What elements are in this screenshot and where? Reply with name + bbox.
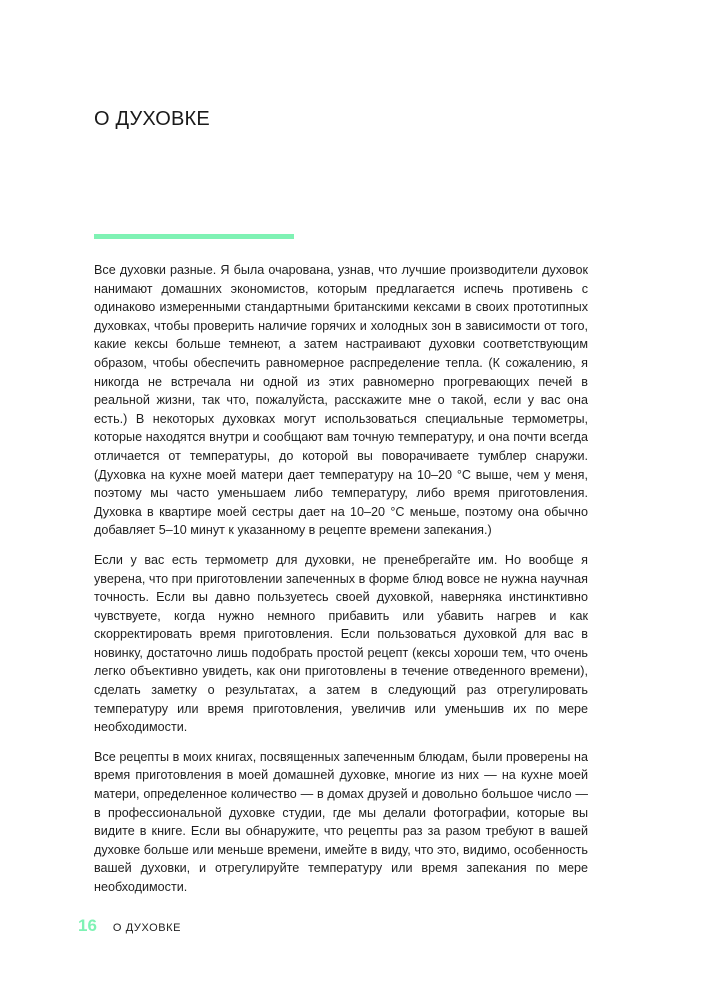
page-footer <box>78 916 181 936</box>
page-number: 16 <box>78 916 97 935</box>
running-head: О ДУХОВКЕ <box>112 922 182 934</box>
paragraph: Если у вас есть термометр для духовки, не пренебрегайте им. Но вообще я уверена, что при приготовлении запеченных в форме блюд вовсе не нужна научная точность. Если вы давно пользуетесь своей духовкой, наверняка инстинктивно чувствуете, когда нужно немного прибавить или убавить нагрев и как скорректировать время приготовления. Если пользоваться духовкой для вас в новинку, достаточно лишь подобрать простой рецепт (кексы хороши тем, что очень легко объективно увидеть, как они приготовлены в течение отведенного времени), сделать заметку о результатах, а затем в следующий раз отрегулировать температуру или время приготовления, увеличив или уменьшив их по мере необходимости. <box>94 552 588 735</box>
accent-divider <box>94 234 294 239</box>
body-text <box>94 261 588 908</box>
page-title: О ДУХОВКЕ <box>94 108 210 130</box>
paragraph: Все духовки разные. Я была очарована, узнав, что лучшие производители духовок нанимают домашних экономистов, которым предлагается испечь противень с одинаково измеренными стандартными британскими кексами в своих прототипных духовках, чтобы проверить наличие горячих и холодных зон в зависимости от того, какие кексы больше темнеют, а затем настраивают духовки соответствующим образом, чтобы обеспечить равномерное распределение тепла. (К сожалению, я никогда не встречала ни одной из этих равномерно прогревающих печей в реальной жизни, так что, пожалуйста, расскажите мне о такой, если у вас она есть.) В некоторых духовках могут использоваться специальные термометры, которые находятся внутри и сообщают вам точную температуру, и она почти всегда отличается от температуры, до которой вы поворачиваете тумблер снаружи. (Духовка на кухне моей матери дает температуру на 10–20 °С выше, чем у меня, поэтому мы часто уменьшаем либо температуру, либо время приготовления. Духовка в квартире моей сестры дает на 10–20 °С меньше, поэтому она обычно добавляет 5–10 минут к указанному в рецепте времени запекания.) <box>94 263 588 538</box>
paragraph: Все рецепты в моих книгах, посвященных запеченным блюдам, были проверены на время приготовления в моей домашней духовке, многие из них — на кухне моей матери, определенное количество — в домах друзей и довольно большое число — в профессиональной духовке студии, где мы делали фотографии, которые вы видите в книге. Если вы обнаружите, что рецепты раз за разом требуют в вашей духовке больше или меньше времени, имейте в виду, что это, видимо, особенность вашей духовки, и отрегулируйте температуру или время запекания по мере необходимости. <box>94 749 588 894</box>
